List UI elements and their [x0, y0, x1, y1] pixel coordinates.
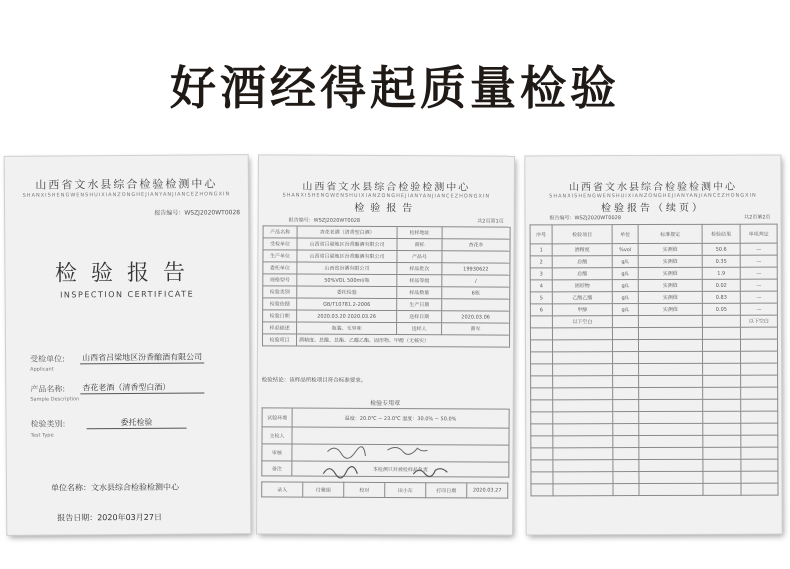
report-footer-table	[261, 481, 508, 498]
certificate-cover-page	[5, 155, 251, 535]
empty-row	[531, 483, 778, 496]
info-cell: 商标	[397, 239, 442, 251]
info-cell: 检样地址	[397, 227, 442, 239]
results-cell: g/L	[612, 268, 638, 280]
results-cell: 甲醇	[552, 304, 612, 316]
info-cell: 19930622	[442, 263, 510, 275]
results-cell	[741, 459, 778, 471]
results-cell: 3	[530, 268, 552, 280]
results-cell	[638, 315, 702, 327]
results-cell: 0.35	[702, 255, 740, 267]
results-table	[530, 224, 779, 497]
results-cell	[613, 460, 639, 472]
results-cell	[703, 411, 741, 423]
results-cell	[531, 472, 553, 484]
results-cell: 6	[530, 304, 552, 316]
continued-title: 检验报告（续页）	[601, 202, 706, 215]
empty-row	[531, 351, 778, 364]
results-cell	[530, 316, 552, 328]
test-type-value: 委托检验	[87, 417, 187, 430]
results-cell: —	[740, 303, 777, 315]
test-type-label-en: Test Type	[30, 432, 54, 439]
results-cell	[613, 484, 639, 496]
remark-value: 本检测只对被检样品负责	[292, 461, 509, 477]
applicant-value: 山西省吕梁地区汾香酿酒有限公司	[80, 351, 204, 364]
info-cell: 送样人	[397, 323, 442, 335]
empty-row	[531, 411, 778, 424]
signature-stroke	[413, 469, 447, 477]
results-cell	[703, 387, 741, 399]
results-cell	[531, 352, 553, 364]
org-name: 山西省文水县综合检验检测中心	[568, 181, 737, 194]
certificate-title: 检验报告	[54, 260, 200, 287]
results-cell	[639, 411, 703, 423]
results-header-cell: 检验结果	[702, 224, 740, 243]
empty-row	[531, 423, 778, 436]
results-cell	[741, 363, 778, 375]
results-cell	[553, 388, 613, 400]
results-cell	[553, 484, 613, 496]
empty-row	[531, 459, 778, 472]
results-cell	[531, 364, 553, 376]
info-cell: 山西省吕梁地区汾香酿酒有限公司	[297, 238, 397, 251]
results-cell	[530, 340, 552, 352]
results-row	[530, 243, 777, 256]
info-cell: 样品描述	[263, 322, 297, 334]
results-cell: 总酸	[552, 256, 612, 268]
results-cell	[639, 459, 703, 471]
info-cell: 2020.03.06	[442, 311, 510, 323]
info-cell: 检验依据	[263, 298, 297, 310]
results-cell: 0.05	[702, 303, 740, 315]
info-cell: 酒精度、总酸、总酯、乙酸乙酯、固形物、甲醇（无核实）	[296, 334, 509, 347]
results-cell	[613, 448, 639, 460]
info-cell: 规格型号	[263, 274, 297, 286]
results-cell	[531, 376, 553, 388]
results-cell	[639, 483, 703, 495]
report-title: 检验报告	[354, 202, 419, 215]
results-row	[530, 255, 777, 268]
info-cell: 50%VOL 500ml/瓶	[297, 274, 397, 287]
results-cell	[741, 387, 778, 399]
empty-row	[531, 471, 778, 484]
empty-row	[531, 435, 778, 448]
results-cell: g/L	[612, 256, 638, 268]
results-cell	[741, 399, 778, 411]
info-cell	[442, 299, 510, 311]
results-cell	[702, 315, 740, 327]
headline: 好酒经得起质量检验	[170, 61, 620, 115]
results-cell: 1.9	[702, 267, 740, 279]
results-cell: %vol	[612, 244, 638, 256]
info-cell: 委托单位	[263, 262, 297, 274]
info-cell: 杏花老酒（清香型白酒）	[297, 226, 397, 239]
product-value: 杏花老酒（清香型白酒）	[80, 381, 204, 394]
info-cell: 产品号	[397, 251, 442, 263]
info-cell: 生产单位	[263, 250, 297, 262]
footer-proof-value: 田小东	[385, 482, 426, 497]
results-cell	[530, 328, 552, 340]
results-cell	[703, 363, 741, 375]
results-cell	[639, 375, 703, 387]
results-cell	[639, 387, 703, 399]
results-cell: 0.02	[702, 279, 740, 291]
results-cell	[613, 388, 639, 400]
signer-review-label: 审核	[262, 444, 292, 461]
results-row	[530, 291, 777, 304]
info-cell: /	[442, 275, 510, 287]
applicant-label: 受检单位:	[30, 354, 65, 364]
results-cell: 0.83	[702, 291, 740, 303]
empty-row	[531, 399, 778, 412]
results-cell	[531, 424, 553, 436]
results-cell	[741, 351, 778, 363]
info-cell: 杏花乡	[442, 239, 510, 251]
results-cell	[639, 435, 703, 447]
info-cell: 曹军	[442, 323, 510, 335]
results-cell: 2	[530, 256, 552, 268]
results-cell: —	[740, 291, 777, 303]
results-cell	[741, 447, 778, 459]
results-cell	[612, 316, 638, 328]
results-cell: 实测值	[638, 291, 702, 303]
results-cell	[638, 327, 702, 339]
org-name: 山西省文水县综合检验检测中心	[302, 181, 471, 194]
footer-print-label: 打印日期	[426, 483, 467, 498]
info-cell: 山西省吕梁地区汾香酿酒有限公司	[297, 250, 397, 263]
org-name: 山西省文水县综合检验检测中心	[35, 177, 218, 192]
results-cell	[553, 364, 613, 376]
org-name-en: SHANXISHENGWENSHUIXIANZONGHEJIANYANJIANCEZHONGXIN	[282, 192, 491, 200]
info-cell: 瓶装、无异味	[297, 322, 397, 335]
results-cell: 5	[530, 292, 552, 304]
footer-entry-value: 付雅娟	[303, 482, 344, 497]
blank-marker: 以下空白	[740, 315, 777, 327]
results-cell	[741, 435, 778, 447]
results-cell	[531, 400, 553, 412]
results-cell	[703, 459, 741, 471]
results-header-cell: 序号	[530, 225, 552, 244]
results-cell: 50.6	[702, 243, 740, 255]
results-cell	[531, 412, 553, 424]
results-cell	[639, 399, 703, 411]
info-row	[262, 334, 509, 347]
info-cell	[442, 251, 510, 263]
results-cell	[703, 423, 741, 435]
results-cell	[552, 340, 612, 352]
info-cell: 送样日期	[397, 311, 442, 323]
info-cell: 生产日期	[397, 299, 442, 311]
report-date: 报告日期：2020年03月27日	[57, 512, 162, 523]
info-cell: 6瓶	[442, 287, 510, 299]
certificate-subtitle: INSPECTION CERTIFICATE	[60, 289, 195, 300]
report-number: 报告编号：WSZJ2020WT0028	[549, 215, 622, 222]
product-label: 产品名称:	[30, 384, 66, 394]
signature-stroke	[323, 466, 357, 478]
info-cell: 2020.03.20 2020.03.26	[297, 310, 397, 323]
empty-row	[530, 339, 777, 352]
results-cell	[613, 436, 639, 448]
results-cell	[703, 435, 741, 447]
results-cell	[613, 412, 639, 424]
results-cell	[741, 471, 778, 483]
org-name-en: SHANXISHENGWENSHUIXIANZONGHEJIANYANJIANCEZHONGXIN	[549, 192, 757, 200]
report-info-table	[262, 225, 511, 347]
env-value: 温度：20.0℃ ~ 23.0℃ 湿度：30.0% ~ 50.0%	[292, 408, 509, 428]
info-cell: 受检单位	[263, 238, 297, 250]
empty-row	[531, 447, 778, 460]
results-cell	[553, 448, 613, 460]
info-cell: 检验类别	[263, 286, 297, 298]
results-cell	[639, 363, 703, 375]
results-cell: 固形物	[552, 280, 612, 292]
results-cell: 实测值	[638, 255, 702, 267]
results-cell	[702, 339, 740, 351]
results-cell	[703, 375, 741, 387]
empty-row	[531, 387, 778, 400]
info-cell: 山西省汾酒有限公司	[297, 262, 397, 275]
info-cell: 检验项目	[262, 334, 296, 346]
results-cell	[741, 483, 778, 495]
results-cell	[703, 447, 741, 459]
info-cell: GB/T10781.2-2006	[297, 298, 397, 311]
report-number: 报告编号：WSZJ2020WT0028	[154, 209, 241, 217]
results-cell	[553, 352, 613, 364]
results-cell	[613, 376, 639, 388]
results-cell: 总酯	[552, 268, 612, 280]
results-cell	[639, 447, 703, 459]
applicant-label-en: Applicant	[30, 366, 54, 373]
results-cell	[553, 400, 613, 412]
results-header-cell: 检验项目	[552, 225, 612, 244]
results-cell	[553, 472, 613, 484]
results-header-cell: 标准规定	[638, 224, 702, 243]
results-cell	[639, 351, 703, 363]
results-cell	[553, 424, 613, 436]
results-cell	[613, 400, 639, 412]
results-cell: 1	[530, 244, 552, 256]
report-page-two	[525, 156, 781, 535]
results-cell	[552, 328, 612, 340]
test-type-label: 检验类别:	[30, 419, 66, 429]
results-cell	[612, 340, 638, 352]
results-cell	[639, 423, 703, 435]
product-label-en: Sample Description	[30, 396, 80, 403]
results-row	[530, 279, 777, 292]
results-cell	[613, 364, 639, 376]
signer-main-label: 主检人	[262, 427, 292, 444]
results-cell	[741, 375, 778, 387]
env-label: 试验环境	[262, 408, 292, 427]
results-cell	[531, 484, 553, 496]
results-cell: 乙酸乙酯	[552, 292, 612, 304]
results-cell	[531, 448, 553, 460]
results-cell: —	[740, 279, 777, 291]
results-cell: 酒精度	[552, 244, 612, 256]
results-cell	[702, 327, 740, 339]
results-cell	[740, 327, 777, 339]
results-cell	[612, 328, 638, 340]
results-cell	[613, 472, 639, 484]
info-cell: 委托检验	[297, 286, 397, 299]
results-cell	[553, 412, 613, 424]
footer-proof-label: 校对	[344, 482, 385, 497]
remark-label: 备注	[262, 461, 292, 476]
results-cell	[703, 471, 741, 483]
issuing-unit: 单位名称：文水县综合检验检测中心	[50, 482, 180, 493]
results-cell: 实测值	[638, 303, 702, 315]
empty-row	[531, 363, 778, 376]
info-cell: 样品等级	[397, 275, 442, 287]
results-header-cell: 单项判定	[740, 224, 777, 243]
results-cell	[531, 388, 553, 400]
results-row	[530, 267, 777, 280]
org-name-en: SHANXISHENGWENSHUIXIANZONGHEJIANYANJIANCEZHONGXIN	[22, 191, 231, 199]
results-cell: g/L	[612, 280, 638, 292]
results-cell	[740, 339, 777, 351]
report-page-one	[257, 155, 514, 534]
results-header-cell: 单位	[612, 225, 638, 244]
conclusion: 检验结论：该样品所检项目符合标准要求。	[261, 377, 367, 384]
results-cell	[613, 352, 639, 364]
empty-row	[531, 375, 778, 388]
results-cell	[703, 351, 741, 363]
results-cell	[703, 483, 741, 495]
results-cell: 实测值	[638, 267, 702, 279]
results-cell: g/L	[612, 292, 638, 304]
results-cell	[553, 436, 613, 448]
results-row	[530, 303, 777, 316]
results-cell: —	[740, 255, 777, 267]
info-cell: 样品数量	[397, 287, 442, 299]
results-row	[530, 315, 777, 328]
results-cell	[553, 376, 613, 388]
info-cell: 样品批次	[397, 263, 442, 275]
results-cell	[638, 339, 702, 351]
blank-marker: 以下空白	[552, 316, 612, 328]
results-cell	[613, 424, 639, 436]
report-number: 报告编号：WSZJ2020WT0028	[288, 217, 361, 224]
results-cell	[639, 471, 703, 483]
info-cell: 检验日期	[263, 310, 297, 322]
results-cell: 实测值	[638, 243, 702, 255]
results-cell	[703, 399, 741, 411]
signature-stroke	[387, 447, 427, 454]
footer-print-value: 2020.03.27	[467, 483, 508, 498]
page-number: 共2页第2页	[744, 214, 771, 221]
results-cell: 实测值	[638, 279, 702, 291]
seal-label: 检验专用章	[370, 399, 401, 408]
results-cell: —	[740, 243, 777, 255]
empty-row	[530, 327, 777, 340]
info-cell	[442, 227, 510, 239]
footer-entry-label: 录入	[262, 482, 303, 497]
results-cell: 4	[530, 280, 552, 292]
results-cell	[741, 411, 778, 423]
info-cell: 产品名称	[263, 226, 297, 238]
results-cell: g/L	[612, 304, 638, 316]
page-number: 共2页第1页	[477, 218, 504, 225]
results-cell	[741, 423, 778, 435]
results-cell	[553, 460, 613, 472]
results-cell	[531, 436, 553, 448]
results-cell	[531, 460, 553, 472]
results-cell: —	[740, 267, 777, 279]
signature-stroke	[327, 447, 365, 459]
